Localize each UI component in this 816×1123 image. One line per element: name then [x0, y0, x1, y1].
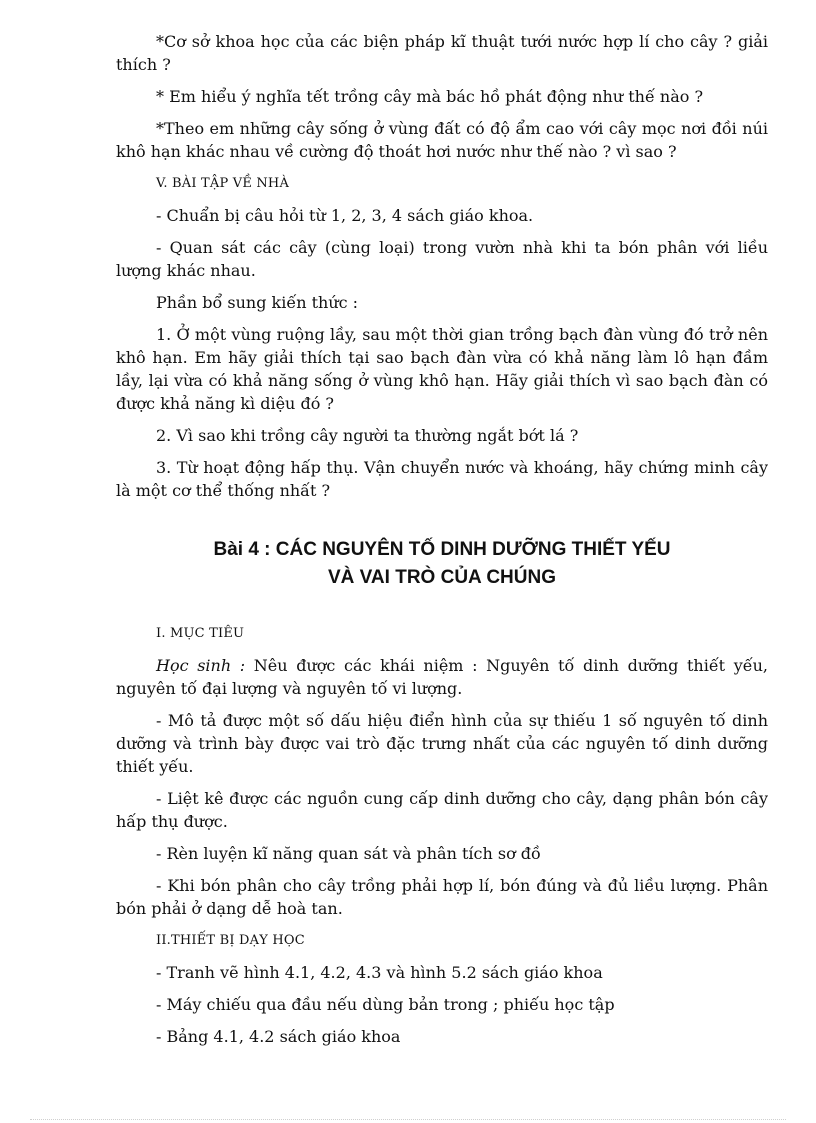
homework-item-1: - Chuẩn bị câu hỏi từ 1, 2, 3, 4 sách giáo khoa. — [156, 206, 534, 225]
lesson-title — [116, 536, 768, 592]
objective-lead-text: Nêu được các khái niệm : Nguyên tố dinh dưỡng thiết yếu, nguyên tố đại lượng và nguyên tố vi lượng. — [116, 656, 768, 698]
question-3: *Theo em những cây sống ở vùng đất có độ ẩm cao với cây mọc nơi đồi núi khô hạn khác nhau về cường độ thoát hơi nước như thế nào ? vì sao ? — [116, 119, 768, 161]
supplement-heading: Phần bổ sung kiến thức : — [156, 293, 359, 312]
equipment-item-3: - Bảng 4.1, 4.2 sách giáo khoa — [156, 1027, 401, 1046]
question-1: *Cơ sở khoa học của các biện pháp kĩ thuật tưới nước hợp lí cho cây ? giải thích ? — [116, 32, 768, 74]
objective-item-3: - Rèn luyện kĩ năng quan sát và phân tích sơ đồ — [156, 844, 541, 863]
question-2: * Em hiểu ý nghĩa tết trồng cây mà bác hồ phát động như thế nào ? — [156, 87, 704, 106]
supplement-item-3: 3. Từ hoạt động hấp thụ. Vận chuyển nước và khoáng, hãy chứng minh cây là một cơ thể thống nhất ? — [116, 458, 768, 500]
section-1-heading: I. MỤC TIÊU — [156, 626, 245, 641]
document-page — [116, 30, 768, 1048]
objective-lead — [116, 654, 768, 700]
supplement-item-1: 1. Ở một vùng ruộng lầy, sau một thời gian trồng bạch đàn vùng đó trở nên khô hạn. Em hãy giải thích tại sao bạch đàn vừa có khả năng làm lô hạn đầm lầy, lại vừa có khả năng sống ở vùng khô hạn. Hãy giải thích vì sao bạch đàn có được khả năng kì diệu đó ? — [116, 325, 768, 413]
objective-lead-label: Học sinh : — [156, 656, 246, 675]
objective-item-4: - Khi bón phân cho cây trồng phải hợp lí, bón đúng và đủ liều lượng. Phân bón phải ở dạng dễ hoà tan. — [116, 876, 768, 918]
section-5-heading: V. BÀI TẬP VỀ NHÀ — [156, 176, 290, 191]
section-2-heading: II.THIẾT BỊ DẠY HỌC — [156, 933, 305, 948]
supplement-item-2: 2. Vì sao khi trồng cây người ta thường ngắt bớt lá ? — [156, 426, 579, 445]
lesson-title-line-2: VÀ VAI TRÒ CỦA CHÚNG — [328, 567, 556, 588]
objective-item-2: - Liệt kê được các nguồn cung cấp dinh dưỡng cho cây, dạng phân bón cây hấp thụ được. — [116, 789, 768, 831]
equipment-item-1: - Tranh vẽ hình 4.1, 4.2, 4.3 và hình 5.2 sách giáo khoa — [156, 963, 603, 982]
equipment-item-2: - Máy chiếu qua đầu nếu dùng bản trong ; phiếu học tập — [156, 995, 615, 1014]
lesson-title-line-1: Bài 4 : CÁC NGUYÊN TỐ DINH DƯỠNG THIẾT YẾU — [213, 539, 671, 560]
homework-item-2: - Quan sát các cây (cùng loại) trong vườn nhà khi ta bón phân với liều lượng khác nhau. — [116, 238, 768, 280]
objective-item-1: - Mô tả được một số dấu hiệu điển hình của sự thiếu 1 số nguyên tố dinh dưỡng và trình bày được vai trò đặc trưng nhất của các nguyên tố dinh dưỡng thiết yếu. — [116, 711, 768, 776]
footer-divider — [30, 1119, 786, 1120]
